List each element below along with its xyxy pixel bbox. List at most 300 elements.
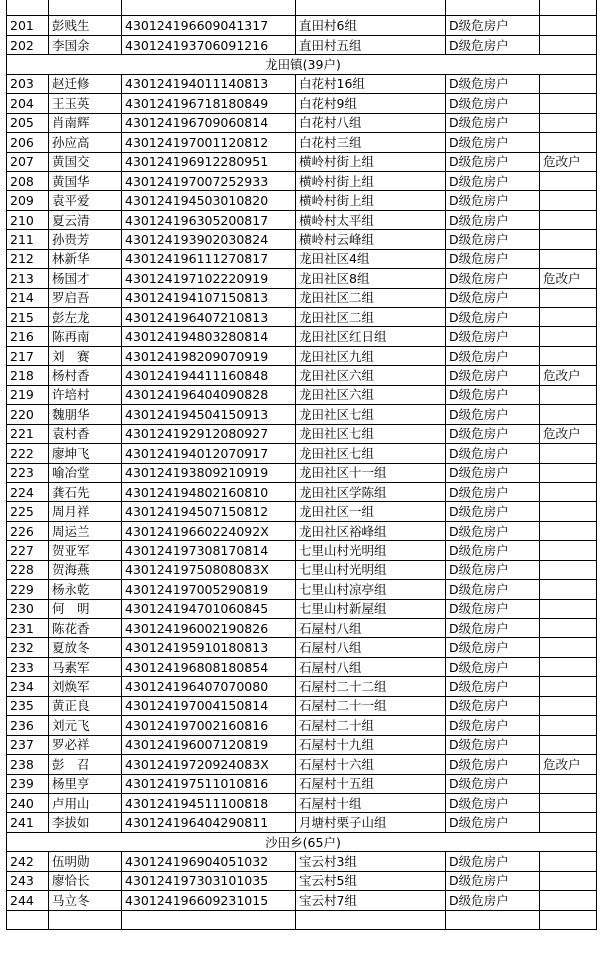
row-number-cell: 202 [7, 35, 49, 54]
hazard-level-cell: D级危房户 [446, 793, 540, 812]
hazard-level-cell: D级危房户 [446, 619, 540, 638]
row-number-cell: 203 [7, 74, 49, 93]
remark-cell [540, 560, 597, 579]
address-cell: 龙田社区8组 [296, 269, 446, 288]
remark-cell [540, 891, 597, 910]
id-number-cell: 430124196007120819 [122, 735, 296, 754]
table-row [7, 696, 597, 715]
table-row [7, 191, 597, 210]
row-number-cell: 204 [7, 94, 49, 113]
table-row [7, 755, 597, 774]
remark-cell [540, 385, 597, 404]
resident-name-cell: 刘 赛 [49, 346, 122, 365]
resident-name-cell: 刘焕军 [49, 677, 122, 696]
id-number-cell: 430124197102220919 [122, 269, 296, 288]
row-number-cell: 226 [7, 521, 49, 540]
id-number-cell: 430124194701060845 [122, 599, 296, 618]
address-cell: 石屋村十九组 [296, 735, 446, 754]
table-row [7, 638, 597, 657]
remark-cell [540, 405, 597, 424]
table-row [7, 385, 597, 404]
remark-cell [540, 171, 597, 190]
address-cell: 龙田社区二组 [296, 308, 446, 327]
id-number-cell: 430124196407210813 [122, 308, 296, 327]
roster-body [7, 0, 597, 930]
table-row [7, 560, 597, 579]
resident-name-cell: 黄国交 [49, 152, 122, 171]
id-number-cell: 430124197007252933 [122, 171, 296, 190]
remark-cell [540, 696, 597, 715]
hazard-level-cell: D级危房户 [446, 249, 540, 268]
table-row [7, 774, 597, 793]
id-number-cell: 430124196305200817 [122, 210, 296, 229]
id-number-cell: 430124196904051032 [122, 852, 296, 871]
table-row [7, 249, 597, 268]
resident-name-cell: 孙应高 [49, 133, 122, 152]
hazard-level-cell: D级危房户 [446, 444, 540, 463]
remark-cell [540, 657, 597, 676]
address-cell: 龙田社区裕峰组 [296, 521, 446, 540]
resident-name-cell: 罗启吾 [49, 288, 122, 307]
address-cell: 石屋村二十一组 [296, 696, 446, 715]
id-number-cell: 430124196609231015 [122, 891, 296, 910]
id-number-cell: 430124196718180849 [122, 94, 296, 113]
resident-name-cell: 廖恰长 [49, 871, 122, 890]
row-number-cell: 243 [7, 871, 49, 890]
id-number-cell: 430124193809210919 [122, 463, 296, 482]
address-cell: 龙田社区七组 [296, 444, 446, 463]
address-cell: 横岭村街上组 [296, 152, 446, 171]
remark-cell [540, 308, 597, 327]
resident-name-cell: 孙贵芳 [49, 230, 122, 249]
remark-cell: 危改户 [540, 755, 597, 774]
resident-name-cell: 贺亚军 [49, 541, 122, 560]
resident-name-cell: 肖南辉 [49, 113, 122, 132]
hazard-level-cell: D级危房户 [446, 269, 540, 288]
row-number-cell: 233 [7, 657, 49, 676]
table-row [7, 619, 597, 638]
id-number-cell: 430124195910180813 [122, 638, 296, 657]
table-row [7, 716, 597, 735]
address-cell: 龙田社区红日组 [296, 327, 446, 346]
table-row [7, 482, 597, 501]
remark-cell [540, 249, 597, 268]
remark-cell [540, 74, 597, 93]
row-number-cell: 236 [7, 716, 49, 735]
table-row [7, 210, 597, 229]
remark-cell [540, 580, 597, 599]
resident-name-cell: 袁平爱 [49, 191, 122, 210]
resident-name-cell [49, 0, 122, 16]
table-row [7, 346, 597, 365]
section-header: 沙田乡(65户) [7, 832, 597, 851]
hazard-level-cell: D级危房户 [446, 16, 540, 35]
remark-cell [540, 113, 597, 132]
remark-cell [540, 521, 597, 540]
hazard-level-cell: D级危房户 [446, 580, 540, 599]
hazard-level-cell: D级危房户 [446, 171, 540, 190]
id-number-cell [122, 910, 296, 929]
table-row [7, 852, 597, 871]
table-row [7, 910, 597, 929]
id-number-cell: 430124196002190826 [122, 619, 296, 638]
remark-cell [540, 774, 597, 793]
table-row [7, 657, 597, 676]
hazard-level-cell: D级危房户 [446, 385, 540, 404]
remark-cell [540, 502, 597, 521]
row-number-cell: 237 [7, 735, 49, 754]
resident-name-cell: 陈花香 [49, 619, 122, 638]
hazard-level-cell: D级危房户 [446, 638, 540, 657]
address-cell: 龙田社区六组 [296, 385, 446, 404]
table-row [7, 133, 597, 152]
address-cell: 宝云村3组 [296, 852, 446, 871]
remark-cell: 危改户 [540, 152, 597, 171]
table-row [7, 269, 597, 288]
resident-name-cell: 杨永乾 [49, 580, 122, 599]
row-number-cell: 229 [7, 580, 49, 599]
row-number-cell: 216 [7, 327, 49, 346]
hazard-level-cell: D级危房户 [446, 541, 540, 560]
row-number-cell: 240 [7, 793, 49, 812]
resident-name-cell: 陈再南 [49, 327, 122, 346]
row-number-cell: 213 [7, 269, 49, 288]
hazard-level-cell: D级危房户 [446, 327, 540, 346]
resident-name-cell: 周月祥 [49, 502, 122, 521]
row-number-cell: 238 [7, 755, 49, 774]
resident-name-cell: 廖坤飞 [49, 444, 122, 463]
resident-name-cell: 杨村香 [49, 366, 122, 385]
hazard-level-cell: D级危房户 [446, 35, 540, 54]
id-number-cell: 430124196404090828 [122, 385, 296, 404]
hazard-level-cell: D级危房户 [446, 521, 540, 540]
resident-name-cell: 彭左龙 [49, 308, 122, 327]
table-row [7, 35, 597, 54]
remark-cell [540, 210, 597, 229]
table-row [7, 793, 597, 812]
address-cell: 石屋村八组 [296, 638, 446, 657]
remark-cell [540, 599, 597, 618]
table-row [7, 230, 597, 249]
remark-cell [540, 871, 597, 890]
row-number-cell: 225 [7, 502, 49, 521]
row-number-cell: 244 [7, 891, 49, 910]
id-number-cell: 430124196709060814 [122, 113, 296, 132]
id-number-cell: 430124197004150814 [122, 696, 296, 715]
remark-cell [540, 327, 597, 346]
table-row [7, 0, 597, 16]
resident-name-cell: 李国余 [49, 35, 122, 54]
table-row [7, 288, 597, 307]
resident-name-cell: 林新华 [49, 249, 122, 268]
row-number-cell: 221 [7, 424, 49, 443]
remark-cell [540, 94, 597, 113]
address-cell: 七里山村光明组 [296, 560, 446, 579]
address-cell [296, 0, 446, 16]
hazard-level-cell: D级危房户 [446, 852, 540, 871]
remark-cell [540, 793, 597, 812]
row-number-cell: 205 [7, 113, 49, 132]
row-number-cell: 215 [7, 308, 49, 327]
address-cell: 直田村6组 [296, 16, 446, 35]
remark-cell [540, 230, 597, 249]
id-number-cell: 430124197001120812 [122, 133, 296, 152]
resident-name-cell: 卢用山 [49, 793, 122, 812]
id-number-cell [122, 0, 296, 16]
table-row [7, 463, 597, 482]
resident-name-cell: 袁村香 [49, 424, 122, 443]
remark-cell [540, 16, 597, 35]
hazard-level-cell: D级危房户 [446, 94, 540, 113]
resident-name-cell: 喻冶堂 [49, 463, 122, 482]
resident-name-cell: 周运兰 [49, 521, 122, 540]
row-number-cell: 231 [7, 619, 49, 638]
table-row [7, 871, 597, 890]
table-row [7, 813, 597, 832]
remark-cell [540, 444, 597, 463]
remark-cell [540, 619, 597, 638]
hazard-level-cell: D级危房户 [446, 716, 540, 735]
address-cell: 龙田社区七组 [296, 424, 446, 443]
housing-roster-table [6, 0, 597, 930]
id-number-cell: 430124194107150813 [122, 288, 296, 307]
row-number-cell: 206 [7, 133, 49, 152]
id-number-cell: 43012419720924083X [122, 755, 296, 774]
table-row [7, 502, 597, 521]
hazard-level-cell: D级危房户 [446, 813, 540, 832]
row-number-cell: 207 [7, 152, 49, 171]
table-row [7, 580, 597, 599]
table-row [7, 599, 597, 618]
address-cell: 白花村八组 [296, 113, 446, 132]
section-header: 龙田镇(39户) [7, 55, 597, 74]
id-number-cell: 430124197511010816 [122, 774, 296, 793]
id-number-cell: 430124194411160848 [122, 366, 296, 385]
remark-cell: 危改户 [540, 424, 597, 443]
resident-name-cell: 黄国华 [49, 171, 122, 190]
resident-name-cell [49, 910, 122, 929]
id-number-cell: 430124192912080927 [122, 424, 296, 443]
hazard-level-cell: D级危房户 [446, 191, 540, 210]
remark-cell [540, 35, 597, 54]
row-number-cell: 212 [7, 249, 49, 268]
hazard-level-cell: D级危房户 [446, 230, 540, 249]
address-cell: 石屋村二十组 [296, 716, 446, 735]
row-number-cell: 210 [7, 210, 49, 229]
table-row [7, 735, 597, 754]
address-cell: 石屋村八组 [296, 657, 446, 676]
id-number-cell: 430124196111270817 [122, 249, 296, 268]
row-number-cell: 232 [7, 638, 49, 657]
id-number-cell: 430124194802160810 [122, 482, 296, 501]
resident-name-cell: 罗必祥 [49, 735, 122, 754]
table-row [7, 74, 597, 93]
hazard-level-cell: D级危房户 [446, 891, 540, 910]
resident-name-cell: 龚石先 [49, 482, 122, 501]
hazard-level-cell: D级危房户 [446, 735, 540, 754]
table-row [7, 677, 597, 696]
row-number-cell: 217 [7, 346, 49, 365]
resident-name-cell: 贺海燕 [49, 560, 122, 579]
remark-cell [540, 133, 597, 152]
address-cell: 七里山村光明组 [296, 541, 446, 560]
hazard-level-cell: D级危房户 [446, 482, 540, 501]
resident-name-cell: 夏云清 [49, 210, 122, 229]
remark-cell [540, 813, 597, 832]
address-cell: 横岭村太平组 [296, 210, 446, 229]
id-number-cell: 430124194507150812 [122, 502, 296, 521]
address-cell: 龙田社区学陈组 [296, 482, 446, 501]
address-cell: 龙田社区十一组 [296, 463, 446, 482]
table-row [7, 366, 597, 385]
hazard-level-cell: D级危房户 [446, 346, 540, 365]
hazard-level-cell: D级危房户 [446, 657, 540, 676]
row-number-cell: 239 [7, 774, 49, 793]
hazard-level-cell: D级危房户 [446, 502, 540, 521]
id-number-cell: 430124196404290811 [122, 813, 296, 832]
hazard-level-cell: D级危房户 [446, 463, 540, 482]
address-cell: 七里山村凉亭组 [296, 580, 446, 599]
hazard-level-cell: D级危房户 [446, 210, 540, 229]
address-cell: 龙田社区七组 [296, 405, 446, 424]
remark-cell [540, 191, 597, 210]
hazard-level-cell: D级危房户 [446, 133, 540, 152]
resident-name-cell: 赵迁修 [49, 74, 122, 93]
hazard-level-cell: D级危房户 [446, 152, 540, 171]
hazard-level-cell: D级危房户 [446, 288, 540, 307]
remark-cell [540, 541, 597, 560]
remark-cell [540, 482, 597, 501]
table-row [7, 424, 597, 443]
remark-cell [540, 638, 597, 657]
table-row [7, 405, 597, 424]
address-cell: 白花村9组 [296, 94, 446, 113]
hazard-level-cell: D级危房户 [446, 74, 540, 93]
id-number-cell: 43012419660224092X [122, 521, 296, 540]
address-cell: 横岭村街上组 [296, 191, 446, 210]
remark-cell [540, 463, 597, 482]
row-number-cell: 235 [7, 696, 49, 715]
resident-name-cell: 马立冬 [49, 891, 122, 910]
id-number-cell: 430124194504150913 [122, 405, 296, 424]
table-row [7, 171, 597, 190]
address-cell: 白花村16组 [296, 74, 446, 93]
row-number-cell: 228 [7, 560, 49, 579]
remark-cell [540, 0, 597, 16]
hazard-level-cell: D级危房户 [446, 677, 540, 696]
remark-cell [540, 910, 597, 929]
table-row [7, 444, 597, 463]
remark-cell [540, 852, 597, 871]
resident-name-cell: 何 明 [49, 599, 122, 618]
resident-name-cell: 夏放冬 [49, 638, 122, 657]
resident-name-cell: 刘元飞 [49, 716, 122, 735]
remark-cell [540, 735, 597, 754]
remark-cell [540, 346, 597, 365]
address-cell [296, 910, 446, 929]
address-cell: 月塘村栗子山组 [296, 813, 446, 832]
table-row [7, 308, 597, 327]
address-cell: 龙田社区一组 [296, 502, 446, 521]
resident-name-cell: 王玉英 [49, 94, 122, 113]
hazard-level-cell: D级危房户 [446, 774, 540, 793]
hazard-level-cell [446, 910, 540, 929]
table-row [7, 94, 597, 113]
row-number-cell: 214 [7, 288, 49, 307]
row-number-cell: 241 [7, 813, 49, 832]
row-number-cell: 224 [7, 482, 49, 501]
row-number-cell [7, 0, 49, 16]
table-row [7, 327, 597, 346]
row-number-cell: 223 [7, 463, 49, 482]
resident-name-cell: 彭 召 [49, 755, 122, 774]
resident-name-cell: 杨里亨 [49, 774, 122, 793]
id-number-cell: 430124194011140813 [122, 74, 296, 93]
address-cell: 石屋村八组 [296, 619, 446, 638]
hazard-level-cell: D级危房户 [446, 871, 540, 890]
table-row [7, 16, 597, 35]
address-cell: 石屋村十五组 [296, 774, 446, 793]
hazard-level-cell: D级危房户 [446, 696, 540, 715]
remark-cell [540, 716, 597, 735]
remark-cell: 危改户 [540, 366, 597, 385]
address-cell: 龙田社区4组 [296, 249, 446, 268]
address-cell: 龙田社区九组 [296, 346, 446, 365]
id-number-cell: 43012419750808083X [122, 560, 296, 579]
resident-name-cell: 杨国才 [49, 269, 122, 288]
address-cell: 宝云村7组 [296, 891, 446, 910]
row-number-cell: 208 [7, 171, 49, 190]
hazard-level-cell: D级危房户 [446, 405, 540, 424]
id-number-cell: 430124198209070919 [122, 346, 296, 365]
hazard-level-cell: D级危房户 [446, 366, 540, 385]
section-header-row [7, 832, 597, 851]
address-cell: 石屋村十六组 [296, 755, 446, 774]
table-row [7, 891, 597, 910]
table-row [7, 541, 597, 560]
resident-name-cell: 彭贱生 [49, 16, 122, 35]
row-number-cell: 218 [7, 366, 49, 385]
table-row [7, 152, 597, 171]
id-number-cell: 430124193706091216 [122, 35, 296, 54]
row-number-cell: 209 [7, 191, 49, 210]
row-number-cell: 234 [7, 677, 49, 696]
id-number-cell: 430124194503010820 [122, 191, 296, 210]
row-number-cell: 222 [7, 444, 49, 463]
hazard-level-cell: D级危房户 [446, 308, 540, 327]
hazard-level-cell: D级危房户 [446, 599, 540, 618]
resident-name-cell: 李拔如 [49, 813, 122, 832]
id-number-cell: 430124196609041317 [122, 16, 296, 35]
hazard-level-cell: D级危房户 [446, 755, 540, 774]
resident-name-cell: 许培村 [49, 385, 122, 404]
hazard-level-cell: D级危房户 [446, 560, 540, 579]
row-number-cell: 230 [7, 599, 49, 618]
remark-cell [540, 288, 597, 307]
row-number-cell: 227 [7, 541, 49, 560]
address-cell: 龙田社区六组 [296, 366, 446, 385]
address-cell: 直田村五组 [296, 35, 446, 54]
address-cell: 白花村三组 [296, 133, 446, 152]
address-cell: 石屋村二十二组 [296, 677, 446, 696]
row-number-cell: 242 [7, 852, 49, 871]
resident-name-cell: 伍明勋 [49, 852, 122, 871]
remark-cell: 危改户 [540, 269, 597, 288]
row-number-cell: 211 [7, 230, 49, 249]
row-number-cell: 219 [7, 385, 49, 404]
remark-cell [540, 677, 597, 696]
id-number-cell: 430124197308170814 [122, 541, 296, 560]
